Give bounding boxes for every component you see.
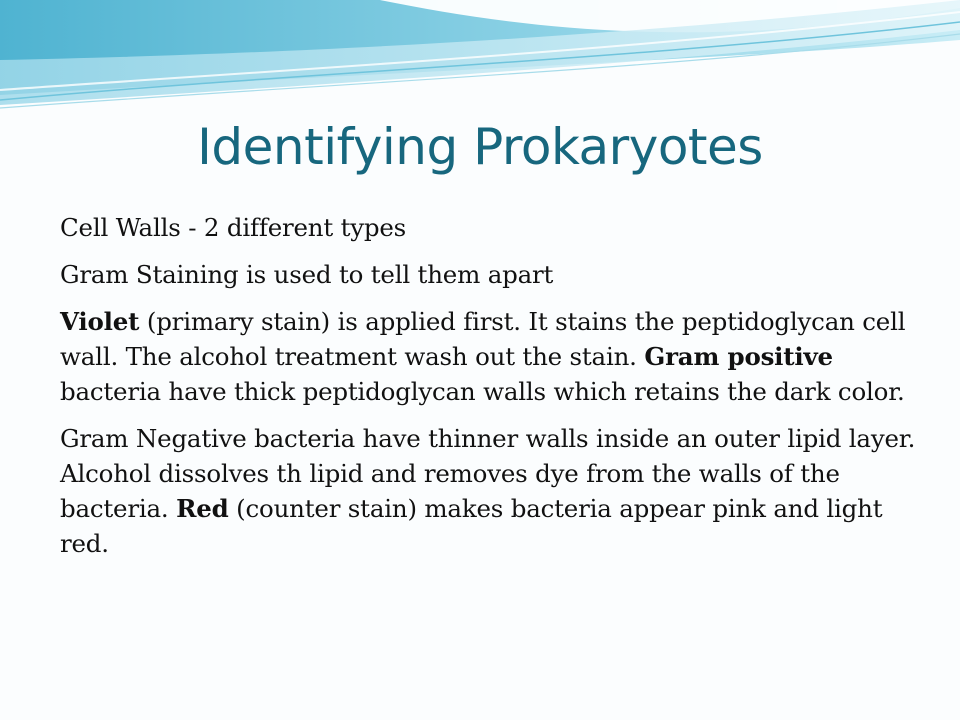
term-red: Red bbox=[176, 494, 229, 523]
paragraph-cell-walls: Cell Walls - 2 different types bbox=[60, 213, 407, 242]
slide-title: Identifying Prokaryotes bbox=[197, 118, 763, 176]
paragraph-gram-negative bbox=[60, 421, 920, 561]
paragraph-gram-staining: Gram Staining is used to tell them apart bbox=[60, 260, 554, 289]
term-violet: Violet bbox=[60, 307, 140, 336]
violet-text-2: bacteria have thick peptidoglycan walls which retains the dark color. bbox=[60, 377, 905, 406]
paragraph-violet bbox=[60, 304, 920, 409]
term-gram-positive: Gram positive bbox=[644, 342, 833, 371]
slide-body bbox=[60, 210, 920, 573]
negative-text-1: Gram Negative bacteria have thinner walls inside an outer lipid layer. Alcohol dissolves th lipid and removes dye from the walls of the bacteria. bbox=[60, 424, 916, 523]
negative-text-2: (counter stain) makes bacteria appear pink and light red. bbox=[60, 494, 883, 558]
header-wave-decoration bbox=[0, 0, 960, 130]
violet-text-1: (primary stain) is applied first. It stains the peptidoglycan cell wall. The alcohol treatment wash out the stain. bbox=[60, 307, 906, 371]
